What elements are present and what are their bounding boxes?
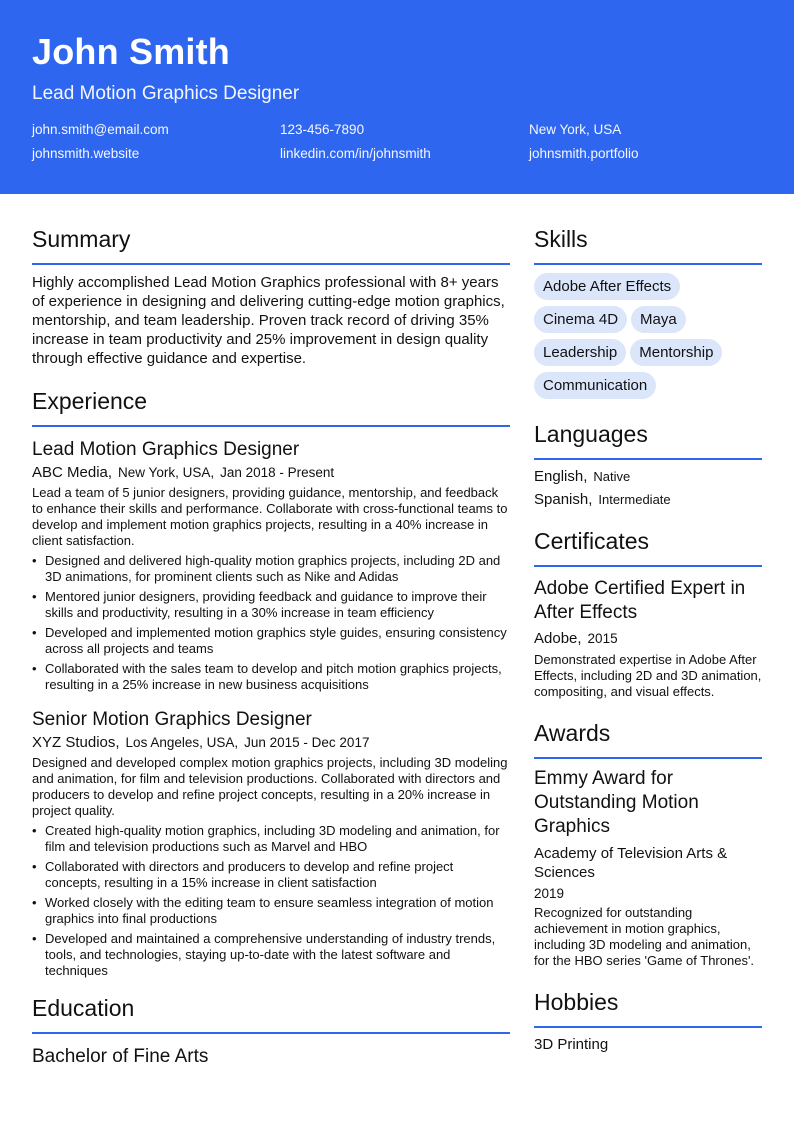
experience-heading: Experience	[32, 388, 510, 427]
job-bullet: • Collaborated with the sales team to develop and pitch motion graphics projects, resulting in a 25% increase in new business acquisitions	[32, 661, 510, 693]
skill-chip: Adobe After Effects	[534, 273, 680, 300]
skill-chip: Mentorship	[630, 339, 722, 366]
job-bullet: • Developed and maintained a comprehensive understanding of industry trends, tools, and technologies, staying up-to-date with the latest software and techniques	[32, 931, 510, 979]
job-dates: Jun 2015 - Dec 2017	[244, 735, 370, 750]
job-bullet: • Designed and delivered high-quality motion graphics projects, including 2D and 3D animations, for prominent clients such as Nike and Adidas	[32, 553, 510, 585]
linkedin-link[interactable]: linkedin.com/in/johnsmith	[280, 146, 431, 161]
candidate-title: Lead Motion Graphics Designer	[32, 83, 300, 104]
job-meta	[32, 734, 510, 751]
job-bullet: • Worked closely with the editing team to ensure seamless integration of motion graphics into final productions	[32, 895, 510, 927]
job-meta	[32, 464, 510, 481]
main-column	[32, 226, 510, 1068]
job-bullets	[32, 823, 510, 979]
skills-list	[534, 273, 762, 405]
job-company: ABC Media,	[32, 464, 113, 481]
job-description: Lead a team of 5 junior designers, providing guidance, mentorship, and feedback to enhance their skills and performance. Collaborate with cross-functional teams to develop and implement motion graphics projects, resulting in a 40% increase in client satisfaction.	[32, 485, 508, 548]
summary-text: Highly accomplished Lead Motion Graphics professional with 8+ years of experience in designing and delivering cutting-edge motion graphics, mentorship, and team leadership. Proven track record of driving 35% increase in team productivity and 25% improvement in design quality through effective guidance and expertise.	[32, 274, 505, 367]
certificate-year: 2015	[587, 631, 618, 646]
job-entry	[32, 439, 510, 693]
education-heading: Education	[32, 995, 510, 1034]
language-item	[534, 468, 762, 485]
languages-heading: Languages	[534, 421, 762, 460]
awards-heading: Awards	[534, 720, 762, 759]
location-text: New York, USA	[529, 122, 622, 137]
website-link[interactable]: johnsmith.website	[32, 146, 140, 161]
job-company: XYZ Studios,	[32, 734, 120, 751]
candidate-name: John Smith	[32, 31, 230, 72]
side-column	[534, 226, 762, 1053]
language-name: English,	[534, 468, 588, 485]
job-location: New York, USA,	[118, 465, 215, 480]
job-title: Senior Motion Graphics Designer	[32, 709, 312, 730]
certificate-title: Adobe Certified Expert in After Effects	[534, 578, 746, 623]
language-name: Spanish,	[534, 491, 593, 508]
job-bullet: • Developed and implemented motion graphics style guides, ensuring consistency across all projects and teams	[32, 625, 510, 657]
award-title: Emmy Award for Outstanding Motion Graphics	[534, 768, 699, 837]
skill-chip: Communication	[534, 372, 656, 399]
resume-header	[0, 0, 794, 194]
hobbies-heading: Hobbies	[534, 989, 762, 1028]
language-level: Native	[593, 469, 631, 484]
phone-text: 123-456-7890	[280, 122, 365, 137]
job-entry	[32, 709, 510, 979]
education-degree: Bachelor of Fine Arts	[32, 1046, 209, 1067]
job-bullets	[32, 553, 510, 693]
certificates-heading: Certificates	[534, 528, 762, 567]
certificate-issuer: Adobe,	[534, 630, 582, 647]
language-item	[534, 491, 762, 508]
job-bullet: • Created high-quality motion graphics, including 3D modeling and animation, for film and television productions such as Marvel and HBO	[32, 823, 510, 855]
job-bullet: • Mentored junior designers, providing feedback and guidance to improve their skills and productivity, resulting in a 30% increase in team efficiency	[32, 589, 510, 621]
job-bullet: • Collaborated with directors and producers to develop and refine project concepts, resulting in a 15% increase in client satisfaction	[32, 859, 510, 891]
award-description: Recognized for outstanding achievement in motion graphics, including 3D modeling and animation, for the HBO series 'Game of Thrones'.	[534, 905, 755, 968]
award-year: 2019	[534, 886, 565, 901]
portfolio-link[interactable]: johnsmith.portfolio	[529, 146, 639, 161]
certificate-description: Demonstrated expertise in Adobe After Effects, including 2D and 3D animation, compositing, and visual effects.	[534, 652, 762, 699]
certificate-meta	[534, 630, 762, 647]
skill-chip: Maya	[631, 306, 686, 333]
languages-list	[534, 468, 762, 508]
email-link[interactable]: john.smith@email.com	[32, 122, 169, 137]
skills-heading: Skills	[534, 226, 762, 265]
language-level: Intermediate	[598, 492, 671, 507]
job-location: Los Angeles, USA,	[125, 735, 239, 750]
skill-chip: Cinema 4D	[534, 306, 627, 333]
summary-heading: Summary	[32, 226, 510, 265]
job-title: Lead Motion Graphics Designer	[32, 439, 300, 460]
award-organization: Academy of Television Arts & Sciences	[534, 845, 728, 881]
job-description: Designed and developed complex motion graphics projects, including 3D modeling and animation, for film and television productions. Collaborated with directors and producers to develop and refine project concepts, resulting in a 20% increase in project quality.	[32, 755, 508, 818]
hobby-item: 3D Printing	[534, 1036, 609, 1053]
skill-chip: Leadership	[534, 339, 626, 366]
job-dates: Jan 2018 - Present	[220, 465, 335, 480]
